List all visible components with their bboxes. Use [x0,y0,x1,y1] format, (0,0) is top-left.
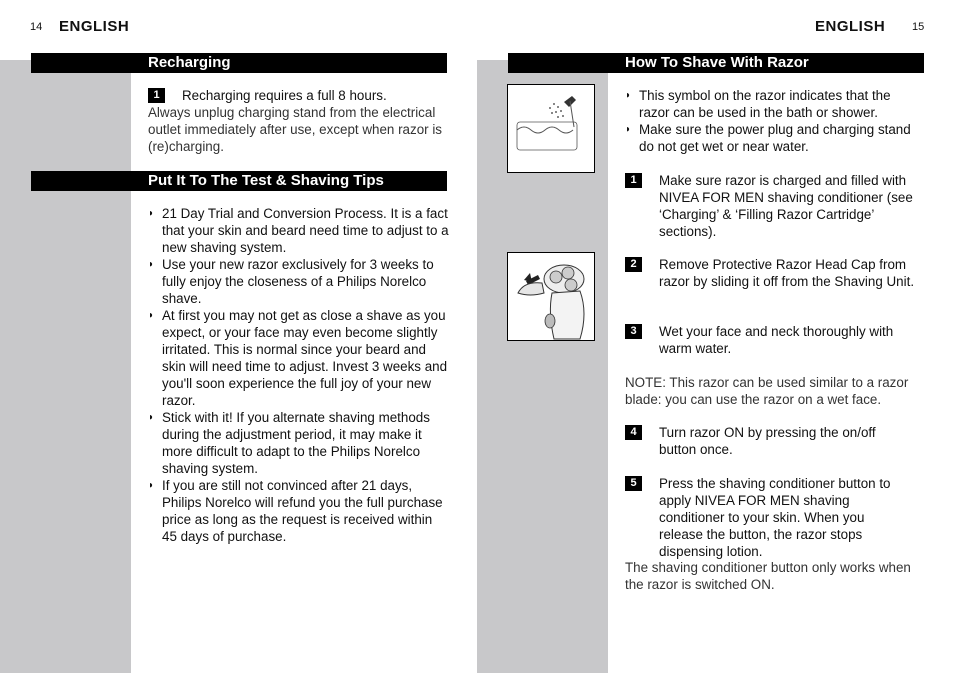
tips-title: Put It To The Test & Shaving Tips [148,172,384,189]
list-item: ◗ Stick with it! If you alternate shaving methods during the adjustment period, it may make it more difficult to adapt to the Philips Norelco shaving system. [148,410,430,476]
recharging-title: Recharging [148,54,231,71]
list-item: ◗ Use your new razor exclusively for 3 weeks to fully enjoy the closeness of a Philips Norelco shave. [148,257,434,306]
left-page-header: ENGLISH [59,18,130,35]
step-number-badge: 4 [625,425,642,440]
tips-bullet-list [148,205,450,545]
step-number-badge: 3 [625,324,642,339]
list-item: ◗ If you are still not convinced after 21 days, Philips Norelco will refund you the full purchase price as long as the request is received within 45 days of purchase. [148,478,443,544]
shave-step-1 [625,172,923,242]
conditioner-footer-note: The shaving conditioner button only works when the razor is switched ON. [625,560,911,592]
bullet-icon: ◗ [625,124,632,135]
recharging-note: Always unplug charging stand from the electrical outlet immediately after use, except when razor is (re)charging. [148,105,442,154]
how-to-shave-bar [508,53,924,73]
step-text: Turn razor ON by pressing the on/off button once. [659,425,876,457]
list-item: ◗ This symbol on the razor indicates that the razor can be used in the bath or shower. [625,88,891,120]
razor-cap-removal-illustration [508,253,594,340]
tips-bar [31,171,447,191]
recharging-bar [31,53,447,73]
left-margin-column [0,60,131,673]
wet-face-note: NOTE: This razor can be used similar to a razor blade: you can use the razor on a wet face. [625,375,909,407]
bullet-icon: ◗ [148,310,155,321]
how-to-shave-title: How To Shave With Razor [625,54,809,71]
list-item: ◗ Make sure the power plug and charging stand do not get wet or near water. [625,122,911,154]
step-text: Make sure razor is charged and filled with NIVEA FOR MEN shaving conditioner (see ‘Charging’ & ‘Filling Razor Cartridge’ sections). [659,173,913,239]
bullet-icon: ◗ [148,259,155,270]
shave-step-2 [625,256,923,308]
step-text: Remove Protective Razor Head Cap from razor by sliding it off from the Shaving Unit. [659,257,915,289]
step-number-badge: 1 [625,173,642,188]
shave-step-5 [625,475,923,561]
step-number-badge: 2 [625,257,642,272]
razor-cap-figure [507,252,595,341]
bullet-icon: ◗ [148,412,155,423]
right-bullet-list [625,87,921,155]
recharging-step-1 [148,87,448,104]
left-page-number: 14 [30,21,43,33]
shave-step-3 [625,323,923,359]
step-number-badge: 5 [625,476,642,491]
bullet-icon: ◗ [625,90,632,101]
step-text: Wet your face and neck thoroughly with warm water. [659,324,894,356]
step-number-badge: 1 [148,88,165,103]
step-text: Press the shaving conditioner button to apply NIVEA FOR MEN shaving conditioner to your skin. When you release the button, the razor stops dispensing lotion. [659,476,891,559]
list-item: ◗ At first you may not get as close a shave as you expect, or your face may even become slightly irritated. This is normal since your beard and skin will need time to adjust. Invest 3 weeks and you'll soon experience the full joy of your new razor. [148,308,448,408]
shower-symbol-icon [508,85,594,172]
shave-step-4 [625,424,923,460]
shower-symbol-figure [507,84,595,173]
bullet-icon: ◗ [148,208,155,219]
right-page-number: 15 [912,21,925,33]
bullet-icon: ◗ [148,480,155,491]
right-page-header: ENGLISH [815,18,886,35]
step-text: Recharging requires a full 8 hours. [182,88,387,103]
list-item: ◗ 21 Day Trial and Conversion Process. It is a fact that your skin and beard need time to adjust to a new shaving system. [148,206,449,255]
